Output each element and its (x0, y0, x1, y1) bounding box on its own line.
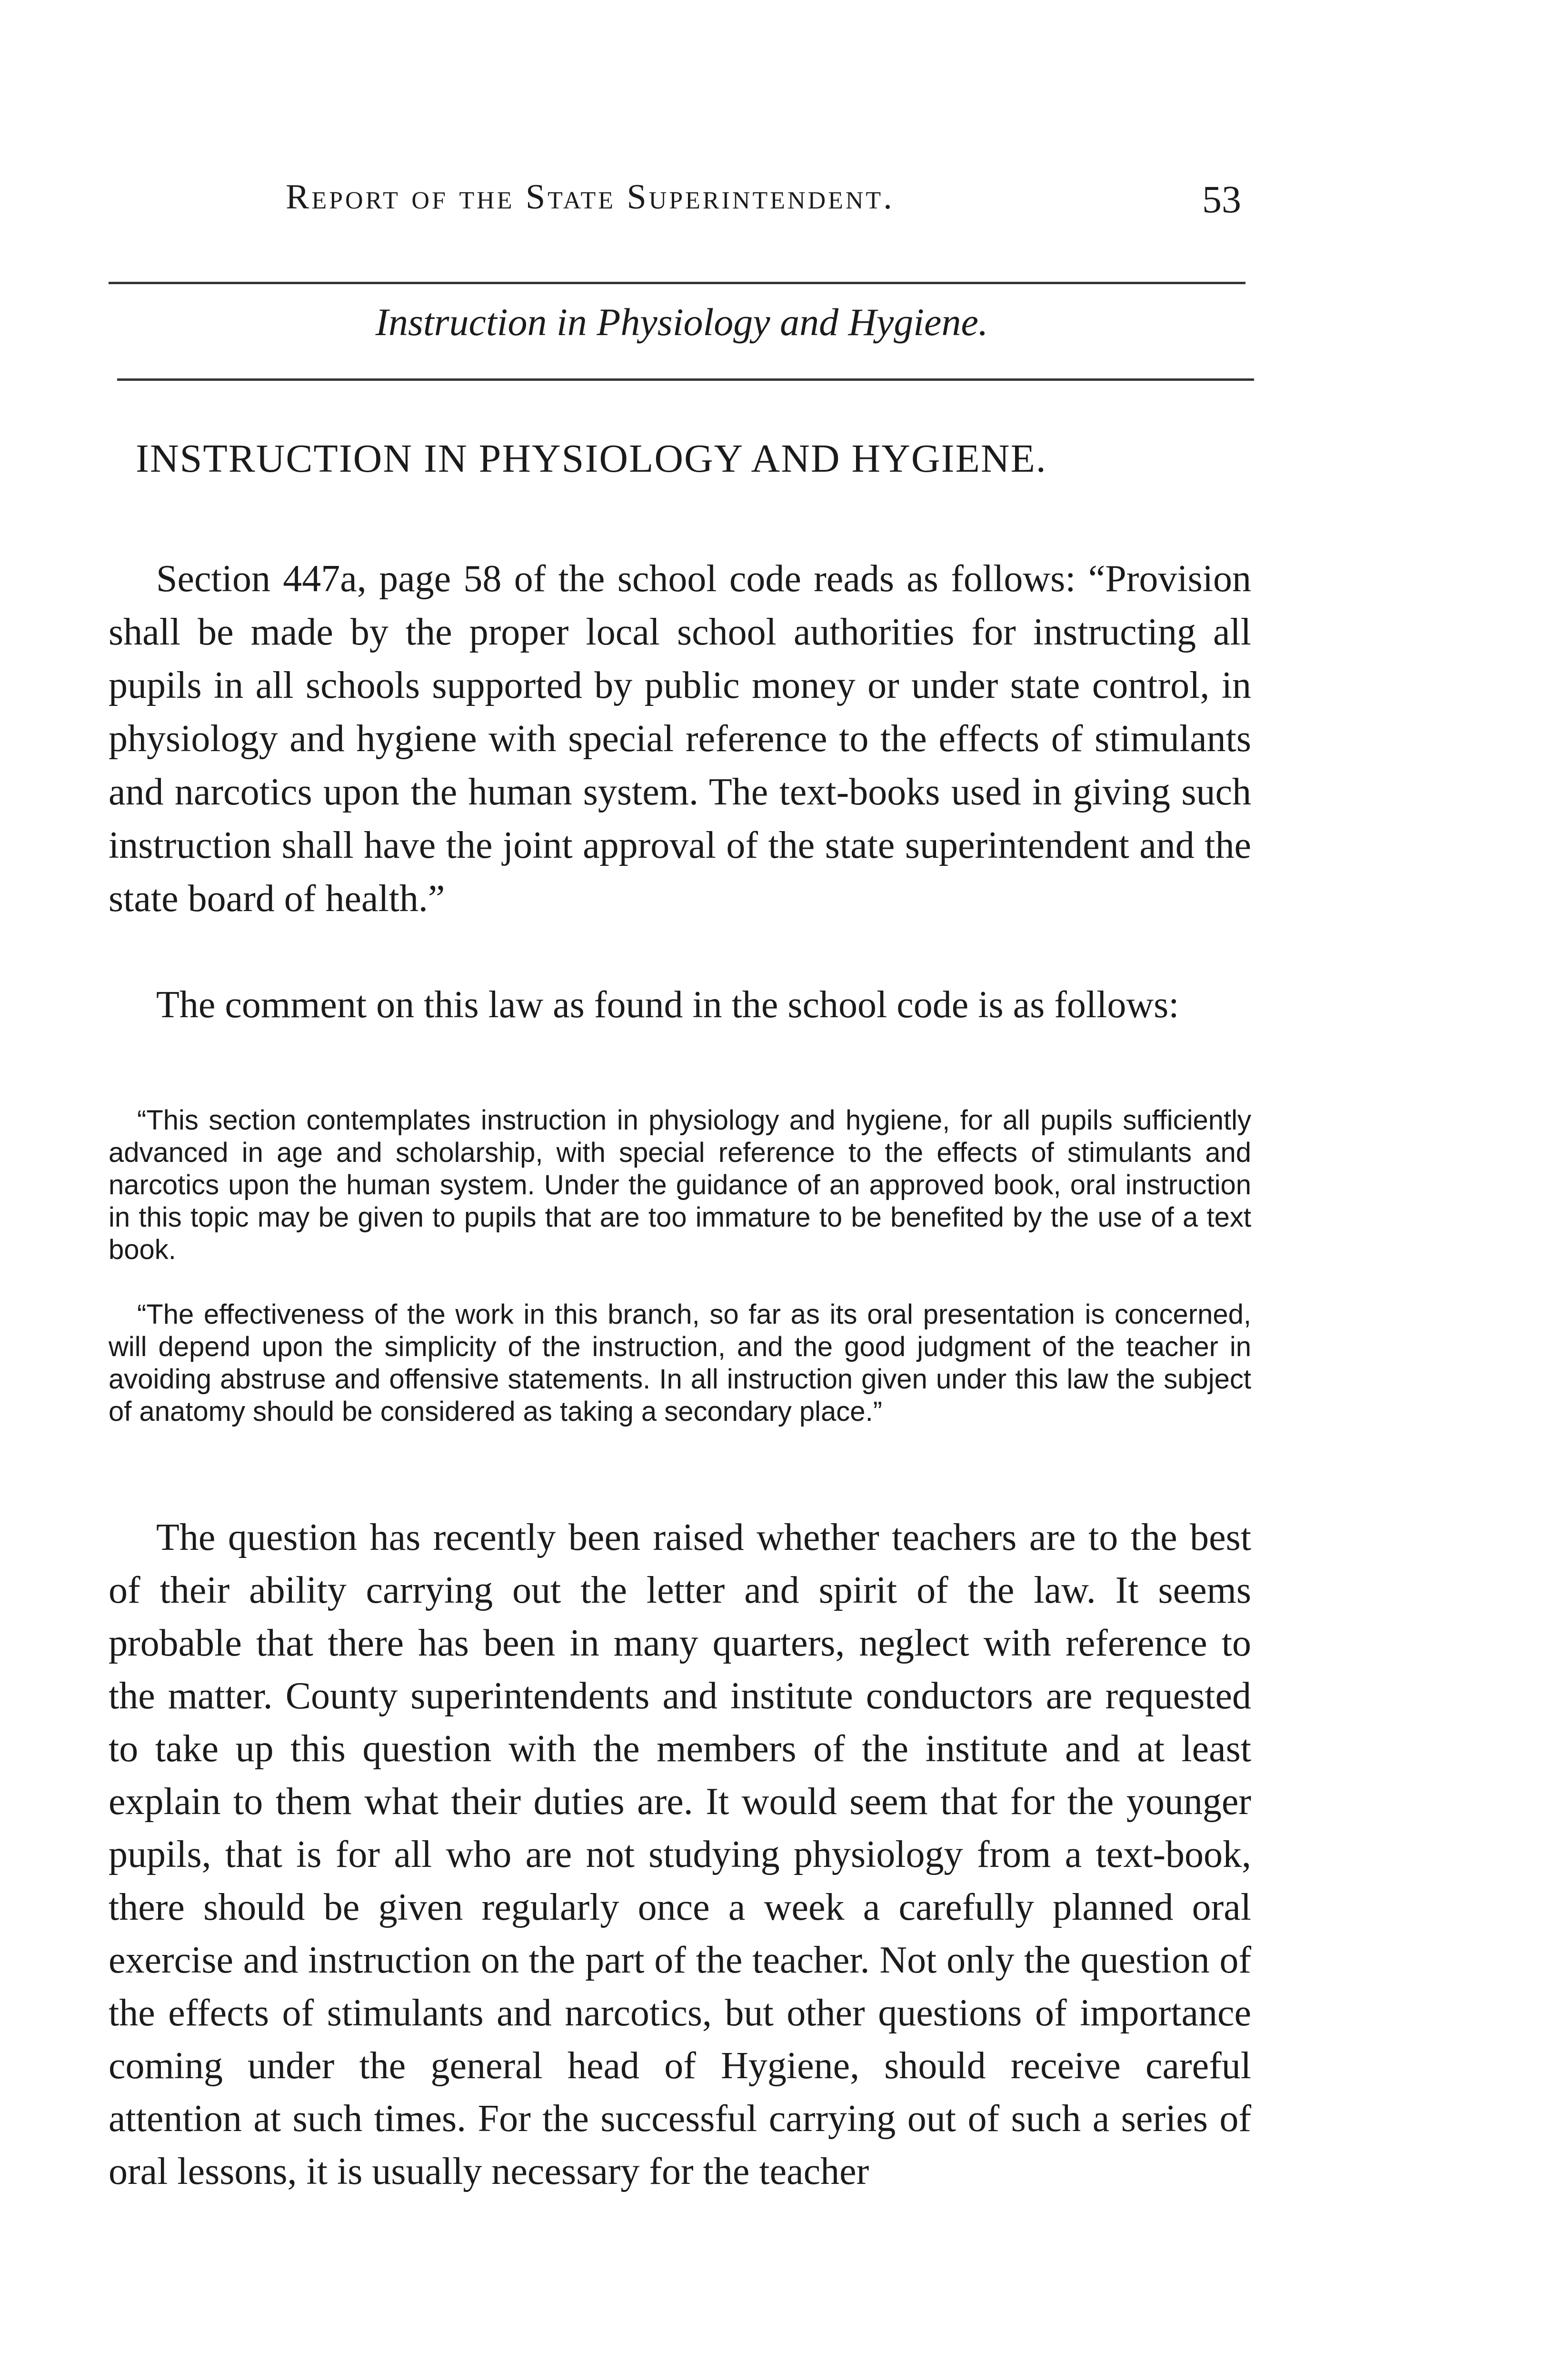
paragraph-comment-intro: The comment on this law as found in the school code is as follows: (156, 984, 1179, 1026)
running-head: Report of the State Superintendent. (286, 178, 895, 217)
subhead: Instruction in Physiology and Hygiene. (375, 300, 988, 344)
quoted-comment-2: “The effectiveness of the work in this branch, so far as its oral presentation is concerned, will depend upon the simplicity of the instruction, and the good judgment of the teacher in avoiding abstruse and offensive statements. In all instruction given under this law the subject of anatomy should be considered as taking a secondary place.” (109, 1299, 1251, 1427)
paragraph-statute: Section 447a, page 58 of the school code reads as follows: “Provision shall be made by the proper local school authorities for instructing all pupils in all schools supported by public money or under state control, in physiology and hygiene with special reference to the effects of stimulants and narcotics upon the human system. The text-books used in giving such instruction shall have the joint approval of the state superintendent and the state board of health.” (109, 558, 1251, 920)
header-rule-top (109, 282, 1245, 284)
section-title: INSTRUCTION IN PHYSIOLOGY AND HYGIENE. (136, 436, 1047, 481)
paragraph-discussion: The question has recently been raised whether teachers are to the best of their ability carrying out the letter and spirit of the law. It seems probable that there has been in many quarters, neglect with reference to the matter. County superintendents and institute conductors are requested to take up this question with the members of the institute and at least explain to them what their duties are. It would seem that for the younger pupils, that is for all who are not studying physiology from a text-book, there should be given regularly once a week a carefully planned oral exercise and instruction on the part of the teacher. Not only the question of the effects of stimulants and narcotics, but other questions of importance coming under the general head of Hygiene, should receive careful attention at such times. For the successful carrying out of such a series of oral lessons, it is usually necessary for the teacher (109, 1517, 1251, 2192)
quoted-comment-1: “This section contemplates instruction in physiology and hygiene, for all pupils sufficiently advanced in age and scholarship, with special reference to the effects of stimulants and narcotics upon the human system. Under the guidance of an approved book, oral instruction in this topic may be given to pupils that are too immature to be benefited by the use of a text book. (109, 1105, 1251, 1265)
header-rule-bottom (117, 378, 1254, 381)
page-number: 53 (1202, 178, 1241, 221)
